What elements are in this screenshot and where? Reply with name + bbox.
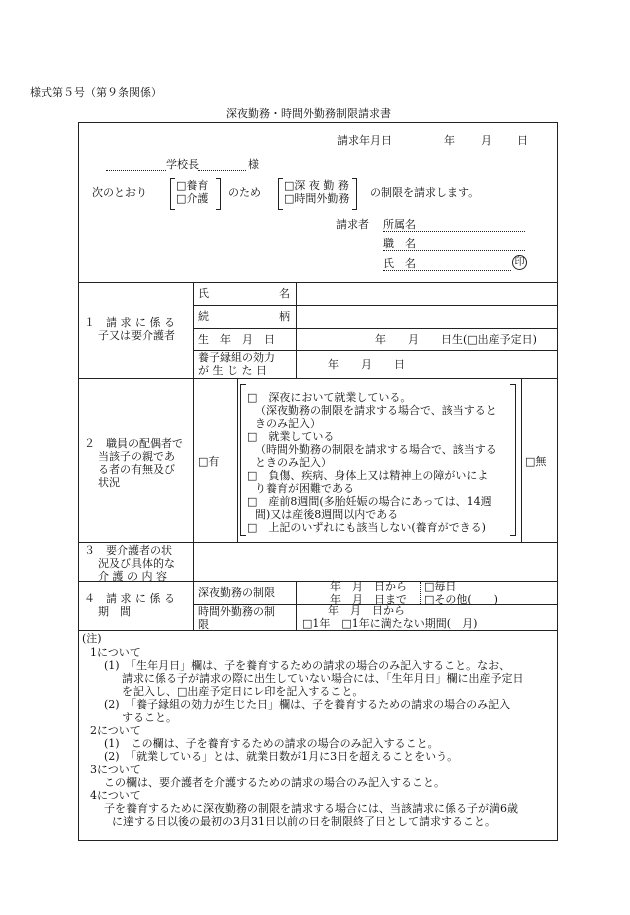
section4-title: ４ 請 求 に 係 る 期 間 [84, 592, 175, 618]
birthdate-value[interactable]: 年 月 日生(□出産予定日) [375, 333, 537, 346]
adoption-effect-label: 養子縁組の効力 が 生 じ た 日 [198, 351, 275, 377]
relation-row-label: 続 柄 [198, 310, 290, 323]
lead-text: 次のとおり [92, 186, 147, 199]
birthdate-label: 生 年 月 日 [198, 333, 275, 346]
seal-mark: 印 [512, 255, 527, 270]
form-title: 深夜勤務・時間外勤務制限請求書 [226, 107, 391, 120]
section2-title: ２ 職員の配偶者で 当該子の親であ る者の有無及び 状況 [84, 437, 183, 489]
rule-header-bottom [78, 282, 558, 283]
notes-body: 1について (1) 「生年月日」欄は、子を養育するための請求の場合のみ記入すること。なお、 請求に係る子が請求の際に出生していない場合には、「生年月日」欄に出産予定日 を記入し、□出産予定日にレ印を記入すること。 (2) 「養子縁組の効力が生じた日」欄は、子を養育するための請求の場合のみ記入 すること。 2について (1) この欄は、子を養育するための請求の場合のみ記入すること。 (2) 「就業している」とは、就業日数が1月に3日を超えることをいう。 3について この欄は、要介護者を介護するための請求の場合のみ記入すること。 4について 子を養育するために深夜勤務の制限を請求する場合には、当該請求に係る子が満6歳 に達する日以後の最初の3月31日以前の日を制限終了日として請求すること。 [90, 646, 524, 828]
affiliation-field[interactable]: 所属名 [383, 218, 525, 232]
night-limit-options[interactable]: □毎日 □その他( ) [424, 580, 498, 606]
school-name-blank[interactable] [106, 170, 166, 171]
overtime-limit-options[interactable]: □1年 □1年に満たない期間( 月) [302, 617, 478, 630]
requester-label: 請求者 [336, 218, 369, 231]
notes-heading: (注) [82, 632, 102, 645]
spouse-status-options[interactable]: □ 深夜において就業している。 （深夜勤務の制限を請求する場合で、該当すると きのみ記入） □ 就業している （時間外勤務の制限を請求する場合で、該当する ときのみ記入） □ 負傷、疾病、身体上又は精神上の障がいによ り養育が困難である □ 産前8週間(多胎妊娠の場合にあっては、14週 間)又は産後8週間以内である □ 上記のいずれにも該当しない(養育ができる) [247, 391, 497, 534]
section3-title: ３ 要介護者の状 況及び具体的な 介 護 の 内 容 [84, 544, 175, 583]
reason-options[interactable]: □養育 □介護 [176, 179, 209, 205]
spouse-no-checkbox[interactable]: □無 [525, 455, 547, 468]
adoption-effect-value[interactable]: 年 月 日 [328, 358, 405, 371]
overtime-limit-from[interactable]: 年 月 日から [328, 604, 405, 617]
request-date-label: 請求年月日 [337, 134, 392, 147]
rule-left-column [193, 282, 194, 630]
night-limit-label: 深夜勤務の制限 [198, 586, 275, 599]
position-field[interactable]: 職 名 [383, 237, 525, 251]
addressee-school: 学校長 [166, 158, 199, 171]
name-field[interactable]: 氏 名 [383, 257, 511, 271]
request-tail: の制限を請求します。 [370, 186, 480, 199]
night-limit-dates[interactable]: 年 月 日から 年 月 日まで [330, 580, 407, 606]
overtime-limit-label: 時間外勤務の制 限 [198, 605, 275, 631]
addressee-honorific: 様 [248, 158, 259, 171]
name-row-label: 氏 名 [198, 287, 290, 300]
section1-title: １ 請 求 に 係 る 子又は要介護者 [84, 316, 175, 342]
form-number: 様式第５号（第９条関係） [30, 86, 162, 99]
limit-options[interactable]: □深 夜 勤 務 □時間外勤務 [284, 179, 350, 205]
spouse-yes-checkbox[interactable]: □有 [198, 455, 220, 468]
for-text: のため [228, 186, 261, 199]
